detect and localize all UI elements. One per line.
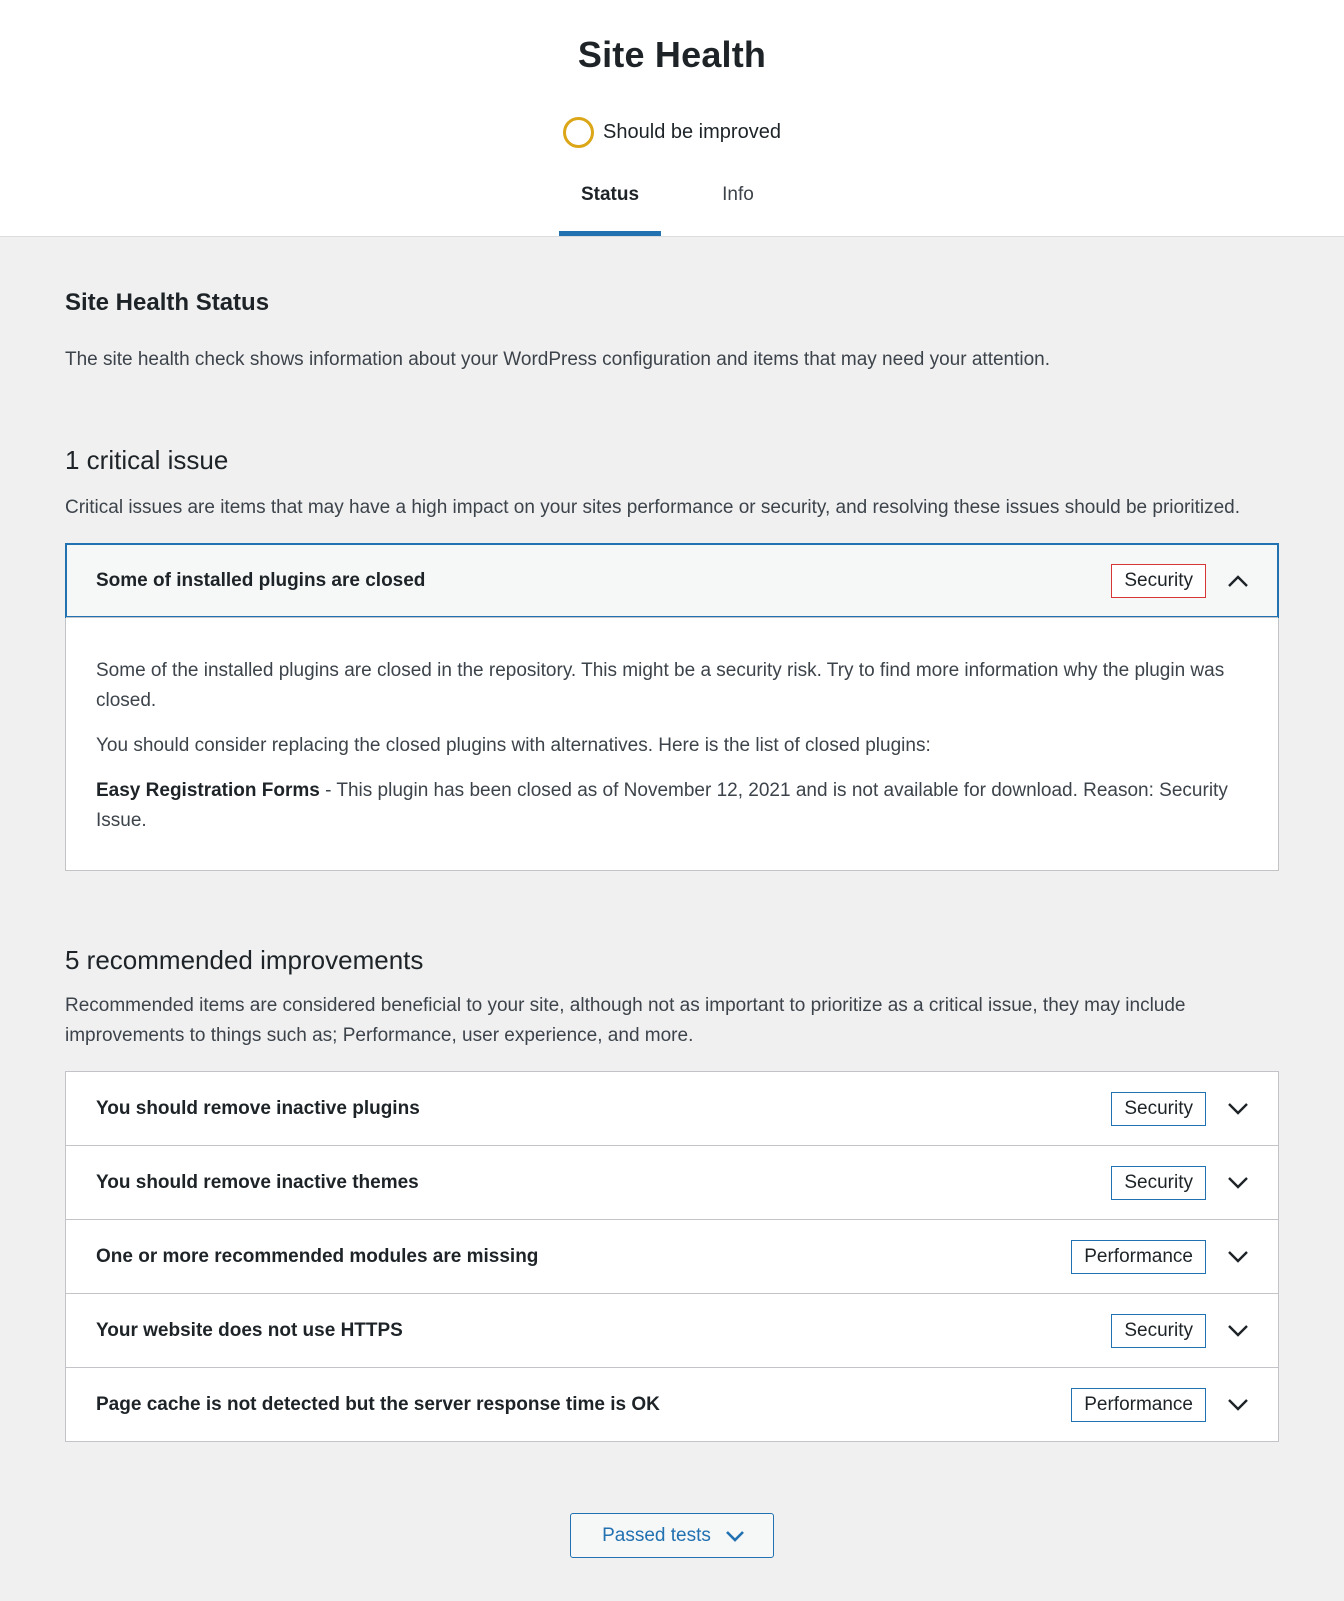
health-status — [0, 117, 1344, 148]
passed-tests-label: Passed tests — [602, 1524, 711, 1546]
issue-title: Page cache is not detected but the server response time is OK — [96, 1393, 660, 1415]
issue-toggle[interactable] — [66, 1072, 1278, 1145]
issue-title: One or more recommended modules are missing — [96, 1245, 539, 1267]
issue-toggle[interactable] — [66, 1294, 1278, 1367]
section-title: Site Health Status — [65, 289, 270, 316]
chevron-down-icon[interactable] — [1226, 1097, 1250, 1121]
issue-details — [66, 617, 1278, 870]
chevron-up-icon[interactable] — [1226, 569, 1250, 593]
passed-tests-wrapper — [65, 1513, 1279, 1558]
critical-issues-list — [65, 543, 1279, 871]
issue-title: You should remove inactive themes — [96, 1171, 419, 1193]
closed-plugin-note: - This plugin has been closed as of November 12, 2021 and is not available for download. Reason: Security Issue. — [96, 780, 1228, 831]
issue-item — [66, 543, 1278, 870]
issue-badge: Security — [1111, 1166, 1206, 1200]
page-title: Site Health — [577, 34, 767, 75]
chevron-down-icon[interactable] — [1226, 1171, 1250, 1195]
chevron-down-icon[interactable] — [1226, 1319, 1250, 1343]
issue-toggle[interactable] — [66, 1146, 1278, 1219]
recommended-list — [65, 1071, 1279, 1442]
issue-detail-text: Some of the installed plugins are closed in the repository. This might be a security risk. Try to find more information why the plugin was closed. — [96, 660, 1225, 711]
chevron-down-icon[interactable] — [1226, 1245, 1250, 1269]
issue-title: Some of installed plugins are closed — [96, 569, 426, 591]
issue-toggle[interactable] — [66, 1220, 1278, 1293]
issue-toggle[interactable] — [66, 1368, 1278, 1441]
issue-item — [66, 1367, 1278, 1441]
closed-plugin-name: Easy Registration Forms — [96, 780, 320, 801]
closed-plugin-entry — [96, 776, 1248, 836]
issue-badge: Performance — [1071, 1240, 1206, 1274]
passed-tests-button[interactable] — [570, 1513, 774, 1558]
chevron-down-icon[interactable] — [1226, 1393, 1250, 1417]
issue-item — [66, 1293, 1278, 1367]
issue-badge: Security — [1111, 1092, 1206, 1126]
tab-status[interactable]: Status — [559, 166, 661, 236]
chevron-down-icon — [725, 1530, 745, 1542]
tab-bar — [0, 166, 1344, 236]
issue-badge: Security — [1111, 564, 1206, 598]
issue-item — [66, 1072, 1278, 1145]
issue-detail-text: You should consider replacing the closed plugins with alternatives. Here is the list of closed plugins: — [96, 735, 931, 756]
section-description: The site health check shows information about your WordPress configuration and items that may need your attention. — [65, 349, 1051, 370]
critical-issues-description: Critical issues are items that may have a high impact on your sites performance or security, and resolving these issues should be prioritized. — [65, 497, 1241, 518]
main-content — [0, 289, 1344, 1558]
site-health-header — [0, 0, 1344, 237]
issue-item — [66, 1219, 1278, 1293]
issue-badge: Performance — [1071, 1388, 1206, 1422]
issue-title: You should remove inactive plugins — [96, 1097, 420, 1119]
status-progress-ring — [563, 117, 594, 148]
issue-item — [66, 1145, 1278, 1219]
recommended-heading: 5 recommended improvements — [65, 945, 424, 975]
tab-info[interactable]: Info — [722, 184, 754, 205]
critical-issues-heading: 1 critical issue — [65, 445, 229, 475]
recommended-description: Recommended items are considered beneficial to your site, although not as important to prioritize as a critical issue, they may include improvements to things such as; Performance, user experience, and more. — [65, 995, 1186, 1046]
health-status-label: Should be improved — [603, 121, 781, 143]
issue-toggle[interactable] — [65, 543, 1279, 618]
issue-badge: Security — [1111, 1314, 1206, 1348]
issue-title: Your website does not use HTTPS — [96, 1319, 403, 1341]
